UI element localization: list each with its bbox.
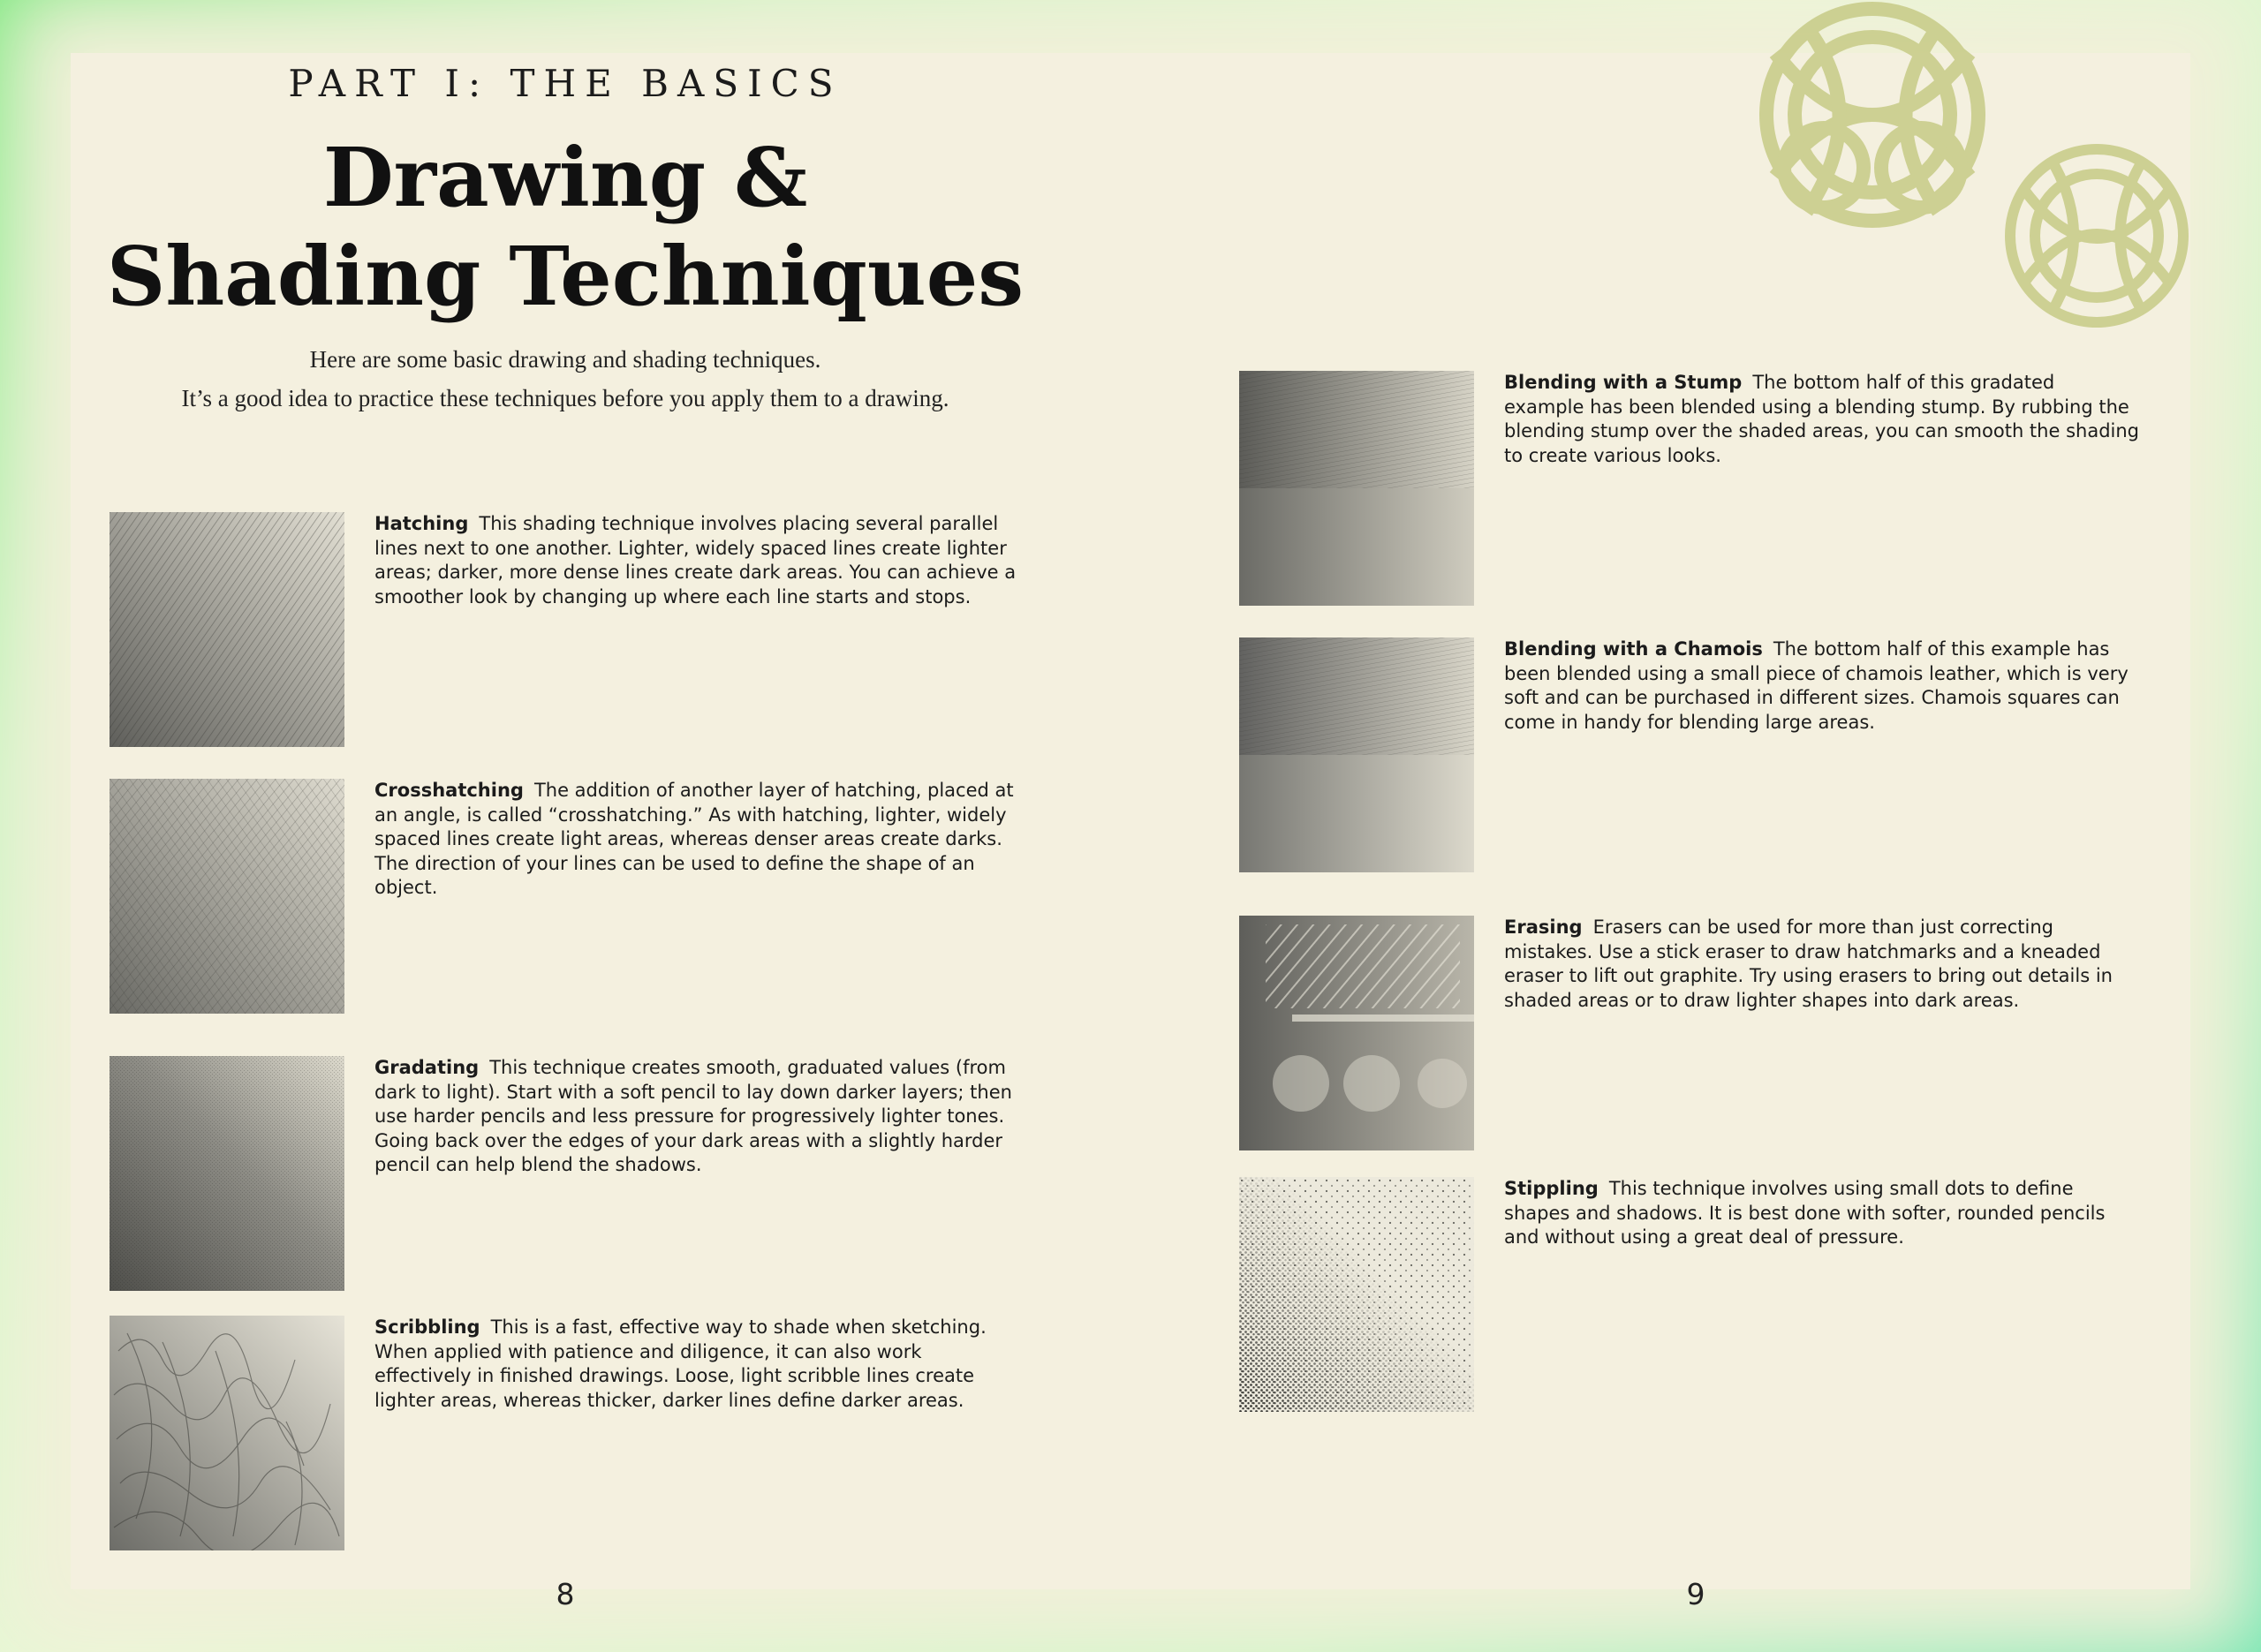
technique-name: Hatching [374,513,469,534]
technique-name: Erasing [1504,917,1583,938]
gradating-description [374,1056,1019,1178]
technique-text: Erasers can be used for more than just correcting mistakes. Use a stick eraser to draw hatchmarks and a kneaded eraser to lift out graphite. Try using erasers to bring out details in shaded areas or to draw lighter shapes into dark areas. [1504,917,2113,1011]
hatching-swatch [110,512,344,747]
blending-stump-description [1504,371,2140,468]
technique-text: The bottom half of this gradated example has been blended using a blending stump. By rubbing the blending stump over the shaded areas, you can smooth the shading to create various looks. [1504,372,2139,466]
technique-text: This shading technique involves placing several parallel lines next to one another. Lighter, widely spaced lines create lighter areas; darker, more dense lines create dark areas. You can achieve a smoother look by changing up where each line starts and stops. [374,513,1017,607]
blending-stump-swatch [1239,371,1474,606]
crosshatching-swatch [110,779,344,1014]
hatching-description [374,512,1019,609]
right-page [1130,0,2261,1652]
crosshatching-description [374,779,1019,901]
part-title: PART I: THE BASICS [288,62,843,105]
intro-line-2: It’s a good idea to practice these techniques before you apply them to a drawing. [181,385,949,411]
page-title [0,128,1130,326]
title-line-1: Drawing & [322,130,808,225]
technique-text: This is a fast, effective way to shade when sketching. When applied with patience and diligence, it can also work effectively in finished drawings. Loose, light scribble lines create lighter areas, whereas thicker, darker lines define darker areas. [374,1316,987,1411]
stippling-swatch [1239,1177,1474,1412]
intro-text [0,340,1130,418]
stippling-description [1504,1177,2140,1250]
technique-text: The bottom half of this example has been blended using a small piece of chamois leather, which is very soft and can be purchased in different sizes. Chamois squares can come in handy for blending large areas. [1504,638,2129,733]
erasing-swatch [1239,916,1474,1150]
page-number-left: 8 [556,1577,575,1611]
technique-text: This technique creates smooth, graduated values (from dark to light). Start with a soft pencil to lay down darker layers; then use harder pencils and less pressure for progressively lighter tones. Going back over the edges of your dark areas with a slightly harder pencil can help blend the shadows. [374,1057,1012,1175]
left-page [0,0,1060,1652]
scribbling-description [374,1316,1019,1413]
erasing-description [1504,916,2140,1013]
gradating-swatch [110,1056,344,1291]
technique-name: Blending with a Chamois [1504,638,1763,660]
technique-text: This technique involves using small dots to define shapes and shadows. It is best done with softer, rounded pencils and without using a great deal of pressure. [1504,1178,2106,1248]
intro-line-1: Here are some basic drawing and shading techniques. [309,346,821,373]
blending-chamois-swatch [1239,637,1474,872]
technique-name: Blending with a Stump [1504,372,1743,393]
blending-chamois-description [1504,637,2140,735]
technique-name: Crosshatching [374,780,524,801]
technique-name: Stippling [1504,1178,1599,1199]
technique-name: Gradating [374,1057,480,1078]
title-line-2: Shading Techniques [106,229,1025,324]
technique-text: The addition of another layer of hatching, placed at an angle, is called “crosshatching.” As with hatching, lighter, widely spaced lines create light areas, whereas denser areas create darks. The direction of your lines can be used to define the shape of an object. [374,780,1014,898]
page-number-right: 9 [1686,1577,1705,1611]
technique-name: Scribbling [374,1316,480,1338]
scribbling-swatch [110,1316,344,1550]
